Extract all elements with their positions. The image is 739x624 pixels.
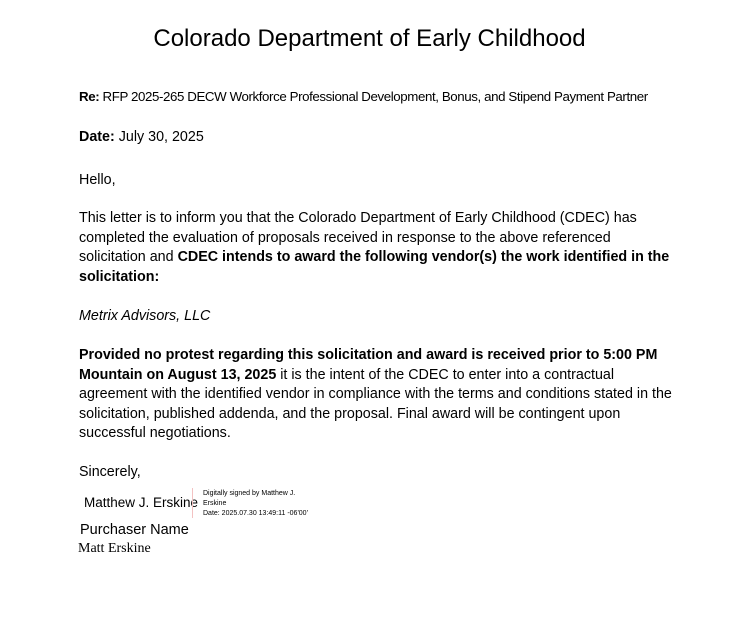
digital-signature[interactable] (203, 489, 308, 519)
date-label: Date: (79, 129, 115, 145)
paragraph-2-bold: Provided no protest regarding this solicitation and award is received prior to 5:00 PM Mountain on August 13, 2025 (79, 347, 658, 383)
paragraph-2-text: it is the intent of the CDEC to enter into a contractual agreement with the identified vendor in compliance with the terms and conditions stated in the solicitation, published addenda, and the proposal. Final award will be contingent upon successful negotiations. (79, 366, 672, 441)
signature-line-1: Digitally signed by Matthew J. (203, 490, 296, 497)
paragraph-2 (79, 346, 679, 444)
signer-name: Matthew J. Erskine (84, 495, 199, 510)
purchaser-label: Purchaser Name (80, 522, 189, 538)
closing: Sincerely, (79, 464, 141, 480)
vendor-name: Metrix Advisors, LLC (79, 308, 211, 324)
date-line (79, 128, 204, 148)
purchaser-name: Matt Erskine (78, 541, 151, 556)
paragraph-1-text: This letter is to inform you that the Colorado Department of Early Childhood (CDEC) has completed the evaluation of proposals received in response to the above referenced solicitation and (79, 210, 637, 265)
signature-line-2: Erskine (203, 500, 227, 507)
re-text: RFP 2025-265 DECW Workforce Professional Development, Bonus, and Stipend Payment Partner (99, 89, 648, 104)
paragraph-1-bold: CDEC intends to award the following vendor(s) the work identified in the solicitation: (79, 249, 670, 285)
re-label: Re: (79, 89, 100, 104)
page-title: Colorado Department of Early Childhood (153, 25, 586, 52)
re-line (79, 89, 648, 104)
paragraph-1 (79, 209, 679, 287)
date-text: July 30, 2025 (114, 129, 204, 145)
greeting: Hello, (79, 172, 116, 188)
signature-line-3: Date: 2025.07.30 13:49:11 -06'00' (203, 510, 308, 517)
